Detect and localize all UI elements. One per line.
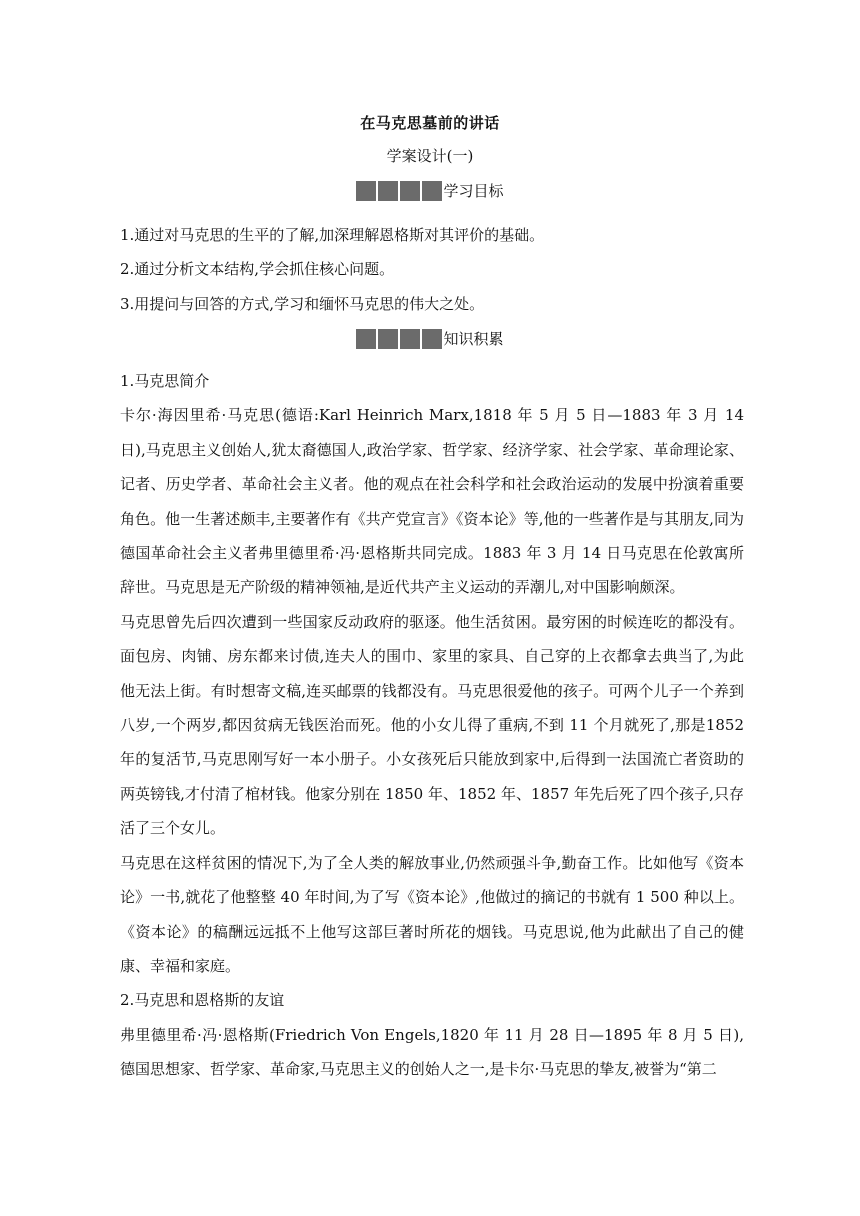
- objective-item: 3.用提问与回答的方式,学习和缅怀马克思的伟大之处。: [120, 294, 485, 313]
- decoration-block: [356, 181, 376, 201]
- objective-item: 1.通过对马克思的生平的了解,加深理解恩格斯对其评价的基础。: [120, 226, 545, 244]
- subsection-heading: 2.马克思和恩格斯的友谊: [120, 991, 285, 1010]
- decoration-block: [422, 181, 442, 201]
- body-paragraph: 弗里德里希·冯·恩格斯(Friedrich Von Engels,1820 年 11 月 28 日—1895 年 8 月 5 日),德国思想家、哲学家、革命家,马克思主义的创始人之一,是卡尔·马克思的挚友,被誉为“第二: [120, 1025, 744, 1079]
- body-paragraph: 卡尔·海因里希·马克思(德语:Karl Heinrich Marx,1818 年 5 月 5 日—1883 年 3 月 14 日),马克思主义创始人,犹太裔德国人,政治学家、哲学家、经济学家、社会学家、革命理论家、记者、历史学者、革命社会主义者。他的观点在社会科学和社会政治运动的发展中扮演着重要角色。他一生著述颇丰,主要著作有《共产党宣言》《资本论》等,他的一些著作是与其朋友,同为德国革命社会主义者弗里德里希·冯·恩格斯共同完成。1883 年 3 月 14 日马克思在伦敦寓所辞世。马克思是无产阶级的精神领袖,是近代共产主义运动的弄潮儿,对中国影响颇深。: [120, 406, 744, 597]
- knowledge-body: [120, 364, 744, 1087]
- objectives-list: [120, 218, 744, 321]
- document-subtitle: 学案设计(一): [386, 147, 474, 165]
- heading-decoration-blocks: [356, 181, 442, 201]
- decoration-block: [400, 329, 420, 349]
- decoration-block: [356, 329, 376, 349]
- decoration-block: [422, 329, 442, 349]
- body-paragraph: 马克思在这样贫困的情况下,为了全人类的解放事业,仍然顽强斗争,勤奋工作。比如他写《资本论》一书,就花了他整整 40 年时间,为了写《资本论》,他做过的摘记的书就有 1 500 种以上。《资本论》的稿酬远远抵不上他写这部巨著时所花的烟钱。马克思说,他为此献出了自己的健康、幸福和家庭。: [120, 853, 744, 975]
- subsection-heading: 1.马克思简介: [120, 372, 210, 390]
- section-heading-label: 知识积累: [443, 330, 504, 348]
- decoration-block: [378, 181, 398, 201]
- decoration-block: [400, 181, 420, 201]
- objective-item: 2.通过分析文本结构,学会抓住核心问题。: [120, 260, 395, 279]
- decoration-block: [378, 329, 398, 349]
- body-paragraph: 马克思曾先后四次遭到一些国家反动政府的驱逐。他生活贫困。最穷困的时候连吃的都没有。面包房、肉铺、房东都来讨债,连夫人的围巾、家里的家具、自己穿的上衣都拿去典当了,为此他无法上街。有时想寄文稿,连买邮票的钱都没有。马克思很爱他的孩子。可两个儿子一个养到八岁,一个两岁,都因贫病无钱医治而死。他的小女儿得了重病,不到 11 个月就死了,那是1852 年的复活节,马克思刚写好一本小册子。小女孩死后只能放到家中,后得到一法国流亡者资助的两英镑钱,才付清了棺材钱。他家分别在 1850 年、1852 年、1857 年先后死了四个孩子,只存活了三个女儿。: [120, 612, 744, 838]
- document-title: 在马克思墓前的讲话: [360, 114, 500, 132]
- section-heading-knowledge: [0, 328, 860, 349]
- section-heading-objectives: [0, 180, 860, 201]
- section-heading-label: 学习目标: [443, 182, 504, 200]
- heading-decoration-blocks: [356, 329, 442, 349]
